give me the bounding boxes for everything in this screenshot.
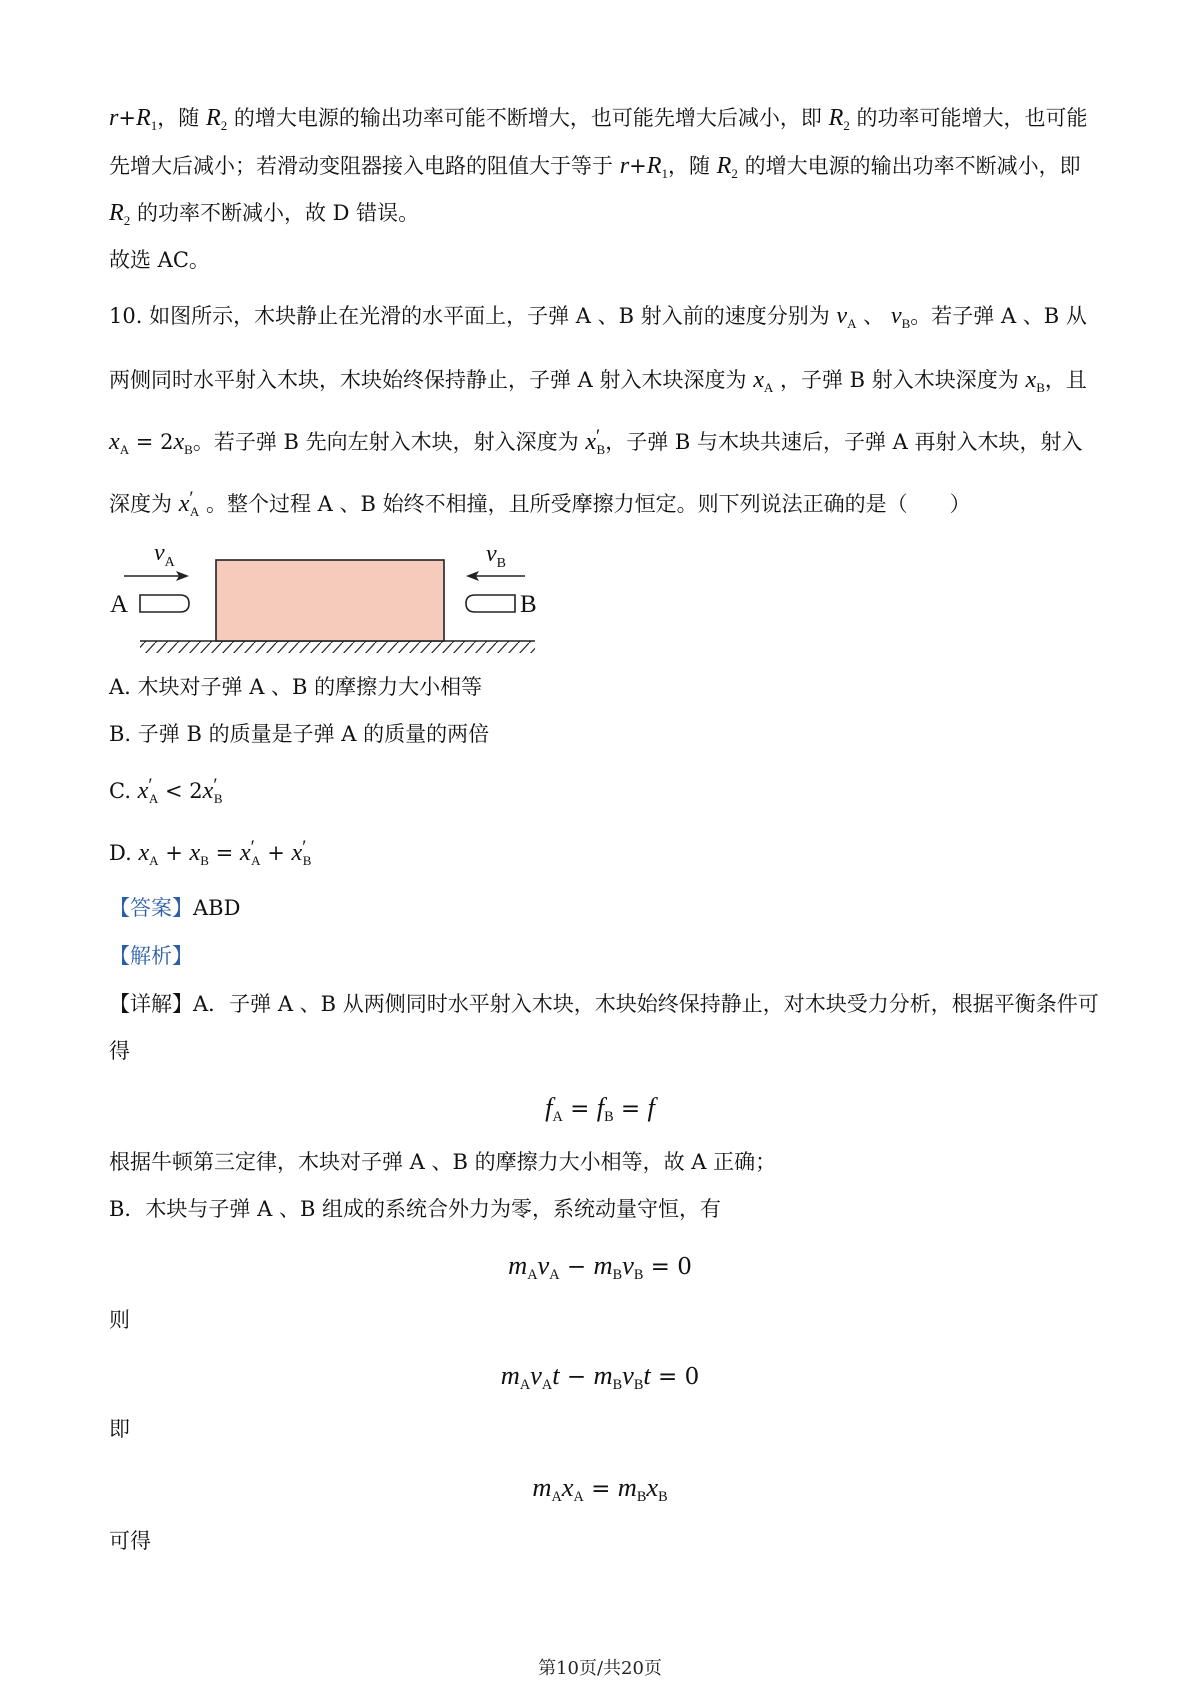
solution-step-a-line-2 xyxy=(109,1036,130,1066)
velocity-b-label xyxy=(486,541,506,571)
math-variable: x xyxy=(753,366,764,393)
math-variable: R xyxy=(646,152,662,179)
math-variable: m xyxy=(508,1250,528,1280)
previous-answer-conclusion xyxy=(109,245,210,275)
math-variable: v xyxy=(622,1360,634,1390)
math-variable: x xyxy=(585,428,597,455)
subscript: A xyxy=(527,1267,538,1284)
option-d xyxy=(109,838,311,871)
prime-mark: ′ xyxy=(302,837,307,859)
subscript: B xyxy=(633,1377,644,1394)
subscript: 2 xyxy=(220,117,228,133)
question-stem-line-1 xyxy=(109,301,1087,334)
math-variable: r xyxy=(619,152,630,179)
text-run: − xyxy=(559,1254,594,1280)
math-variable: x xyxy=(561,1472,574,1502)
subscript: B xyxy=(604,1109,614,1126)
previous-solution-line-1 xyxy=(109,103,1088,136)
subscript: A xyxy=(847,315,857,331)
text-run: ，随 xyxy=(157,106,206,130)
section-label: 【答案】 xyxy=(109,896,193,920)
bullet-a xyxy=(140,595,189,612)
subscript: B xyxy=(658,1489,668,1506)
text-run: 则 xyxy=(109,1308,130,1332)
subscript: 1 xyxy=(661,165,668,181)
velocity-b-subscript: B xyxy=(496,556,506,571)
text-run: D. xyxy=(109,841,139,865)
subscript: A xyxy=(763,379,774,395)
solution-thus xyxy=(109,1526,151,1556)
text-run: ，随 xyxy=(667,154,717,178)
subscript: B xyxy=(612,1377,623,1394)
subscript: A xyxy=(519,1377,531,1394)
subscript: B xyxy=(636,1489,647,1506)
solution-namely xyxy=(109,1414,130,1444)
subscript: A xyxy=(551,1489,562,1506)
subscript: A xyxy=(541,1377,553,1394)
velocity-a-symbol: v xyxy=(154,540,165,566)
text-run: < 2 xyxy=(158,779,203,803)
subscript: B xyxy=(184,441,193,457)
answer-line xyxy=(109,893,240,923)
text-run: 深度为 xyxy=(109,492,179,516)
previous-solution-line-2 xyxy=(109,151,1081,184)
text-run: 、 xyxy=(856,304,891,328)
text-run: + xyxy=(260,841,292,865)
option-c xyxy=(109,776,223,809)
math-variable: r xyxy=(109,104,119,131)
ground-hatching xyxy=(140,641,535,653)
math-variable: f xyxy=(545,1092,553,1122)
math-variable: t xyxy=(643,1360,651,1390)
text-run: = xyxy=(562,1096,597,1122)
equation-momentum-time xyxy=(0,1360,1200,1395)
math-variable: x xyxy=(109,428,120,455)
subscript: B xyxy=(302,852,312,868)
option-a xyxy=(109,672,482,702)
math-variable: v xyxy=(530,1360,542,1390)
subscript: B xyxy=(596,441,606,457)
solution-step-a-conclusion xyxy=(109,1147,776,1177)
math-variable: f xyxy=(647,1092,655,1122)
text-run: 故选 AC。 xyxy=(109,248,210,272)
bullet-b xyxy=(466,595,515,612)
text-run: 。若子弹 A 、B 从 xyxy=(910,304,1087,328)
subscript: B xyxy=(633,1267,644,1284)
subscript: B xyxy=(901,315,911,331)
math-variable: x xyxy=(137,777,149,804)
wooden-block xyxy=(216,560,444,641)
math-variable: R xyxy=(205,104,221,131)
solution-then xyxy=(109,1305,130,1335)
math-variable: x xyxy=(202,777,214,804)
velocity-a-label xyxy=(154,540,176,570)
text-run: ，且 xyxy=(1044,368,1087,392)
text-run: 根据牛顿第三定律，木块对子弹 A 、B 的摩擦力大小相等，故 A 正确； xyxy=(109,1150,777,1174)
math-variable: m xyxy=(593,1250,613,1280)
subscript: 1 xyxy=(150,117,158,133)
math-variable: R xyxy=(136,104,151,131)
equation-friction xyxy=(0,1092,1200,1127)
math-variable: x xyxy=(189,839,201,866)
velocity-a-subscript: A xyxy=(164,555,175,570)
math-variable: m xyxy=(532,1472,552,1502)
math-variable: R xyxy=(109,199,124,226)
text-run: 的增大电源的输出功率不断减小，即 xyxy=(737,154,1081,178)
math-variable: v xyxy=(890,302,902,329)
option-b xyxy=(109,719,489,749)
prime-mark: ′ xyxy=(213,775,218,797)
subscript: A xyxy=(119,441,130,457)
text-run: 。若子弹 B 先向左射入木块，射入深度为 xyxy=(192,430,586,454)
text-run: B. 子弹 B 的质量是子弹 A 的质量的两倍 xyxy=(109,722,490,746)
prime-mark: ′ xyxy=(250,837,255,859)
text-run: 的增大电源的输出功率可能不断增大，也可能先增大后减小，即 xyxy=(227,106,829,130)
text-run: A. 木块对子弹 A 、B 的摩擦力大小相等 xyxy=(109,675,483,699)
text-run: 两侧同时水平射入木块，木块始终保持静止，子弹 A 射入木块深度为 xyxy=(109,368,754,392)
subscript: B xyxy=(200,852,209,868)
bullets-and-block-diagram xyxy=(100,535,560,660)
math-variable: R xyxy=(828,104,844,131)
math-variable: x xyxy=(173,428,185,455)
subscript: A xyxy=(251,852,261,868)
subscript: 2 xyxy=(731,165,738,181)
question-stem-line-3 xyxy=(109,427,1083,460)
subscript: A xyxy=(149,852,159,868)
math-variable: v xyxy=(622,1250,634,1280)
math-variable: x xyxy=(646,1472,659,1502)
analysis-heading xyxy=(109,941,193,971)
prime-mark: ′ xyxy=(189,488,194,510)
text-run: = xyxy=(613,1096,648,1122)
previous-solution-line-3 xyxy=(109,198,419,231)
prime-mark: ′ xyxy=(148,775,153,797)
math-variable: x xyxy=(239,839,251,866)
text-run: 得 xyxy=(109,1039,130,1063)
subscript: B xyxy=(213,790,223,806)
math-variable: m xyxy=(500,1360,520,1390)
section-label: 【解析】 xyxy=(109,944,193,968)
bullet-b-label: B xyxy=(520,591,537,618)
subscript: 2 xyxy=(843,117,850,133)
subscript: B xyxy=(612,1267,623,1284)
solution-step-a-line-1 xyxy=(109,989,1099,1019)
text-run: + xyxy=(158,841,190,865)
page-indicator: 第10页/共20页 xyxy=(538,1658,662,1679)
text-run: ABD xyxy=(193,896,241,920)
math-variable: f xyxy=(596,1092,605,1122)
text-run: 【详解】A．子弹 A 、B 从两侧同时水平射入木块，木块始终保持静止，对木块受力分析，根据平衡条件可 xyxy=(109,992,1099,1016)
question-stem-line-4 xyxy=(109,489,971,522)
text-run: 即 xyxy=(109,1417,130,1441)
text-run: B．木块与子弹 A 、B 组成的系统合外力为零，系统动量守恒，有 xyxy=(109,1197,722,1221)
text-run: = 0 xyxy=(650,1364,700,1390)
math-variable: R xyxy=(716,152,732,179)
text-run: C. xyxy=(109,779,138,803)
subscript: A xyxy=(148,790,159,806)
math-variable: m xyxy=(593,1360,613,1390)
math-variable: v xyxy=(836,302,848,329)
text-run: = 2 xyxy=(129,430,174,454)
prime-mark: ′ xyxy=(596,426,601,448)
bullet-a-label: A xyxy=(110,591,129,618)
text-run: 先增大后减小；若滑动变阻器接入电路的阻值大于等于 xyxy=(109,154,620,178)
math-variable: x xyxy=(178,490,190,517)
text-run: ，子弹 B 射入木块深度为 xyxy=(773,368,1026,392)
equation-displacement xyxy=(0,1472,1200,1507)
subscript: A xyxy=(189,503,200,519)
math-variable: x xyxy=(291,839,303,866)
math-variable: x xyxy=(1025,366,1037,393)
subscript: A xyxy=(573,1489,584,1506)
subscript: A xyxy=(552,1109,563,1126)
equation-momentum xyxy=(0,1250,1200,1285)
math-variable: x xyxy=(138,839,150,866)
text-run: ，子弹 B 与木块共速后，子弹 A 再射入木块，射入 xyxy=(605,430,1083,454)
text-run: 。整个过程 A 、B 始终不相撞，且所受摩擦力恒定。则下列说法正确的是（ ） xyxy=(199,492,971,516)
text-run: = xyxy=(208,841,240,865)
math-variable: t xyxy=(552,1360,560,1390)
subscript: 2 xyxy=(123,212,131,228)
text-run: 的功率不断减小，故 D 错误。 xyxy=(130,201,420,225)
math-variable: v xyxy=(537,1250,550,1280)
text-run: = xyxy=(583,1476,618,1502)
velocity-b-symbol: v xyxy=(486,541,497,567)
text-run: 的功率可能增大，也可能 xyxy=(849,106,1088,130)
text-run: 可得 xyxy=(109,1529,151,1553)
subscript: A xyxy=(549,1267,560,1284)
solution-step-b-intro xyxy=(109,1194,721,1224)
text-run: + xyxy=(629,154,647,178)
text-run: 10. 如图所示，木块静止在光滑的水平面上，子弹 A 、B 射入前的速度分别为 xyxy=(109,304,837,328)
question-stem-line-2 xyxy=(109,365,1087,398)
text-run: + xyxy=(118,106,137,130)
text-run: = 0 xyxy=(643,1254,692,1280)
math-variable: m xyxy=(617,1472,637,1502)
text-run: − xyxy=(559,1364,594,1390)
subscript: B xyxy=(1036,379,1045,395)
